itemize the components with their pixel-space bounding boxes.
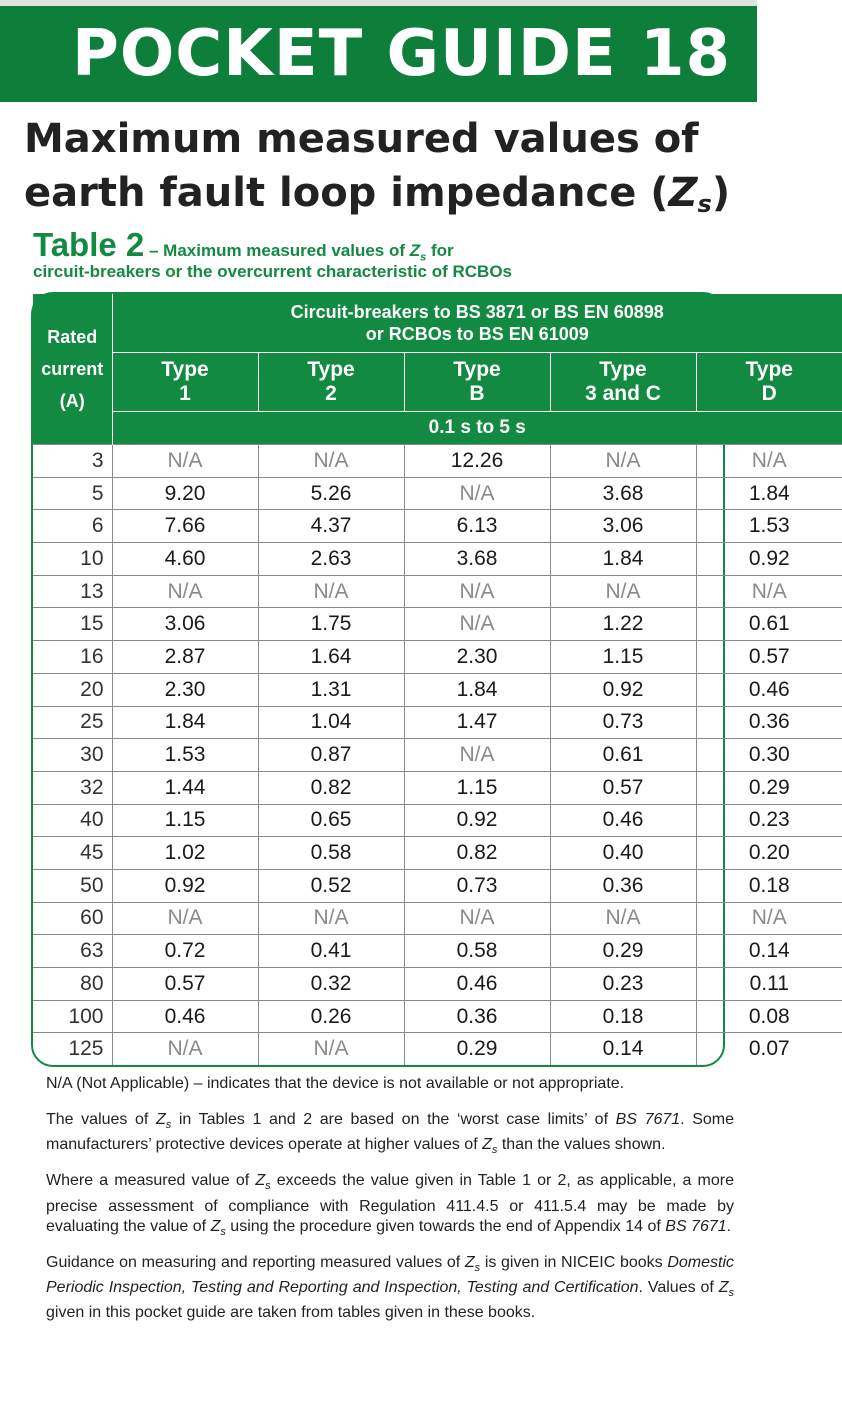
zs-value-cell: 2.87 bbox=[112, 641, 258, 674]
zs-value-cell: 0.61 bbox=[550, 739, 696, 772]
na-note: N/A (Not Applicable) – indicates that the device is not available or not appropriate. bbox=[46, 1075, 625, 1092]
zs-value-cell: 12.26 bbox=[404, 445, 550, 478]
rated-current-header: Rated current (A) bbox=[33, 294, 112, 445]
zs-value-cell: 1.02 bbox=[112, 837, 258, 870]
zs-table bbox=[31, 292, 793, 1067]
table-row bbox=[33, 837, 842, 870]
zs-value-cell: 0.46 bbox=[404, 968, 550, 1001]
notes bbox=[46, 1074, 734, 1334]
zs-value-cell: 0.57 bbox=[550, 771, 696, 804]
zs-value-cell: 1.31 bbox=[258, 673, 404, 706]
rated-current-cell: 125 bbox=[33, 1033, 112, 1065]
zs-value-cell: 1.47 bbox=[404, 706, 550, 739]
zs-value-cell: 0.92 bbox=[696, 543, 842, 576]
zs-value-cell: 3.06 bbox=[112, 608, 258, 641]
zs-value-cell: 1.53 bbox=[112, 739, 258, 772]
rated-current-cell: 60 bbox=[33, 902, 112, 935]
zs-value-cell: 1.53 bbox=[696, 510, 842, 543]
zs-value-cell: 0.29 bbox=[404, 1033, 550, 1065]
zs-value-cell: 0.23 bbox=[696, 804, 842, 837]
zs-value-cell: 0.92 bbox=[112, 869, 258, 902]
type-header: Type 3 and C bbox=[550, 353, 696, 412]
rated-current-cell: 40 bbox=[33, 804, 112, 837]
zs-value-cell: N/A bbox=[258, 1033, 404, 1065]
zs-value-cell: 0.14 bbox=[550, 1033, 696, 1065]
zs-value-cell: 1.15 bbox=[112, 804, 258, 837]
table-row bbox=[33, 575, 842, 608]
zs-value-cell: 1.84 bbox=[550, 543, 696, 576]
zs-value-cell: N/A bbox=[696, 445, 842, 478]
table-row bbox=[33, 608, 842, 641]
rated-current-cell: 80 bbox=[33, 968, 112, 1001]
zs-value-cell: 0.92 bbox=[550, 673, 696, 706]
zs-value-cell: 4.60 bbox=[112, 543, 258, 576]
page-title-line1: Maximum measured values of bbox=[24, 116, 699, 162]
zs-value-cell: 2.63 bbox=[258, 543, 404, 576]
table-caption-line2: circuit-breakers or the overcurrent characteristic of RCBOs bbox=[33, 262, 513, 281]
zs-value-cell: N/A bbox=[112, 575, 258, 608]
zs-value-cell: 0.87 bbox=[258, 739, 404, 772]
table-row bbox=[33, 445, 842, 478]
rated-current-cell: 13 bbox=[33, 575, 112, 608]
zs-value-cell: 3.06 bbox=[550, 510, 696, 543]
zs-value-cell: 0.57 bbox=[696, 641, 842, 674]
zs-value-cell: N/A bbox=[112, 1033, 258, 1065]
note-paragraph-1: The values of $Z_s$ in Tables 1 and 2 are based on the ‘worst case limits’ of BS 7671. Some manufacturers’ protective devices operate at higher values of $Z_s$ than the values shown. bbox=[46, 1111, 735, 1157]
banner bbox=[0, 6, 757, 102]
table-row bbox=[33, 935, 842, 968]
zs-value-cell: N/A bbox=[258, 575, 404, 608]
zs-value-cell: 0.46 bbox=[696, 673, 842, 706]
table-row bbox=[33, 510, 842, 543]
zs-value-cell: N/A bbox=[112, 902, 258, 935]
rated-current-cell: 45 bbox=[33, 837, 112, 870]
rated-current-cell: 6 bbox=[33, 510, 112, 543]
zs-value-cell: 7.66 bbox=[112, 510, 258, 543]
type-header: Type D bbox=[696, 353, 842, 412]
zs-value-cell: N/A bbox=[404, 739, 550, 772]
table-row bbox=[33, 706, 842, 739]
table-row bbox=[33, 673, 842, 706]
zs-value-cell: 0.57 bbox=[112, 968, 258, 1001]
table-caption-text: – Maximum measured values of $Z_s$ for bbox=[144, 241, 454, 264]
rated-current-cell: 50 bbox=[33, 869, 112, 902]
table-row bbox=[33, 869, 842, 902]
table-row bbox=[33, 968, 842, 1001]
zs-value-cell: 0.41 bbox=[258, 935, 404, 968]
breaker-group-header: Circuit-breakers to BS 3871 or BS EN 60898 or RCBOs to BS EN 61009 bbox=[112, 294, 842, 353]
type-header: Type 2 bbox=[258, 353, 404, 412]
zs-value-cell: 0.32 bbox=[258, 968, 404, 1001]
zs-value-cell: 2.30 bbox=[404, 641, 550, 674]
rated-current-cell: 10 bbox=[33, 543, 112, 576]
zs-value-cell: 0.46 bbox=[550, 804, 696, 837]
zs-value-cell: N/A bbox=[550, 902, 696, 935]
zs-value-cell: 0.73 bbox=[550, 706, 696, 739]
zs-value-cell: 1.84 bbox=[112, 706, 258, 739]
zs-value-cell: 0.30 bbox=[696, 739, 842, 772]
zs-value-cell: 0.29 bbox=[550, 935, 696, 968]
zs-value-cell: 0.82 bbox=[404, 837, 550, 870]
rated-current-cell: 5 bbox=[33, 477, 112, 510]
zs-value-cell: N/A bbox=[258, 902, 404, 935]
zs-value-cell: 1.04 bbox=[258, 706, 404, 739]
zs-value-cell: 0.26 bbox=[258, 1000, 404, 1033]
note-paragraph-3: Guidance on measuring and reporting measured values of $Z_s$ is given in NICEIC books Domestic Periodic Inspection, Testing and Reporting and Inspection, Testing and Certification. Values of $Z_s$ given in this pocket guide are taken from tables given in these books. bbox=[46, 1253, 735, 1322]
zs-value-cell: 0.07 bbox=[696, 1033, 842, 1065]
zs-value-cell: 0.72 bbox=[112, 935, 258, 968]
zs-value-cell: 0.36 bbox=[696, 706, 842, 739]
zs-value-cell: 1.84 bbox=[696, 477, 842, 510]
zs-value-cell: N/A bbox=[112, 445, 258, 478]
zs-value-cell: N/A bbox=[404, 575, 550, 608]
zs-value-cell: 0.65 bbox=[258, 804, 404, 837]
zs-value-cell: N/A bbox=[696, 902, 842, 935]
zs-value-cell: 0.73 bbox=[404, 869, 550, 902]
table-caption bbox=[33, 226, 733, 282]
zs-value-cell: N/A bbox=[404, 477, 550, 510]
page-title-line2: earth fault loop impedance $(Z_s)$ bbox=[24, 170, 731, 218]
zs-value-cell: 5.26 bbox=[258, 477, 404, 510]
rated-current-cell: 15 bbox=[33, 608, 112, 641]
zs-value-cell: 2.30 bbox=[112, 673, 258, 706]
zs-value-cell: 1.15 bbox=[550, 641, 696, 674]
rated-current-cell: 32 bbox=[33, 771, 112, 804]
rated-current-cell: 3 bbox=[33, 445, 112, 478]
rated-current-cell: 20 bbox=[33, 673, 112, 706]
table-row bbox=[33, 739, 842, 772]
rated-current-cell: 30 bbox=[33, 739, 112, 772]
zs-value-cell: 0.40 bbox=[550, 837, 696, 870]
zs-value-cell: 4.37 bbox=[258, 510, 404, 543]
zs-value-cell: 0.14 bbox=[696, 935, 842, 968]
zs-value-cell: 0.61 bbox=[696, 608, 842, 641]
zs-value-cell: 0.92 bbox=[404, 804, 550, 837]
rated-current-cell: 25 bbox=[33, 706, 112, 739]
zs-value-cell: 9.20 bbox=[112, 477, 258, 510]
table-row bbox=[33, 771, 842, 804]
time-header: 0.1 s to 5 s bbox=[112, 412, 842, 445]
zs-value-cell: 0.29 bbox=[696, 771, 842, 804]
zs-value-cell: N/A bbox=[696, 575, 842, 608]
table-row bbox=[33, 804, 842, 837]
zs-value-cell: N/A bbox=[404, 608, 550, 641]
zs-value-cell: 0.46 bbox=[112, 1000, 258, 1033]
zs-value-cell: 0.36 bbox=[550, 869, 696, 902]
zs-value-cell: 3.68 bbox=[404, 543, 550, 576]
zs-value-cell: 0.52 bbox=[258, 869, 404, 902]
page-title bbox=[24, 112, 744, 231]
table-row bbox=[33, 543, 842, 576]
zs-value-cell: 0.82 bbox=[258, 771, 404, 804]
zs-value-cell: N/A bbox=[550, 445, 696, 478]
zs-value-cell: 1.84 bbox=[404, 673, 550, 706]
rated-current-cell: 63 bbox=[33, 935, 112, 968]
zs-value-cell: N/A bbox=[258, 445, 404, 478]
banner-title: POCKET GUIDE 18 bbox=[71, 17, 731, 91]
zs-value-cell: 1.75 bbox=[258, 608, 404, 641]
rated-current-cell: 16 bbox=[33, 641, 112, 674]
zs-value-cell: N/A bbox=[550, 575, 696, 608]
zs-value-cell: 0.23 bbox=[550, 968, 696, 1001]
zs-value-cell: 1.15 bbox=[404, 771, 550, 804]
type-header: Type 1 bbox=[112, 353, 258, 412]
rated-current-cell: 100 bbox=[33, 1000, 112, 1033]
table-row bbox=[33, 477, 842, 510]
zs-value-cell: 0.18 bbox=[550, 1000, 696, 1033]
zs-value-cell: 6.13 bbox=[404, 510, 550, 543]
zs-value-cell: 3.68 bbox=[550, 477, 696, 510]
table-row bbox=[33, 1033, 842, 1065]
zs-value-cell: 0.18 bbox=[696, 869, 842, 902]
type-header: Type B bbox=[404, 353, 550, 412]
zs-value-cell: 0.11 bbox=[696, 968, 842, 1001]
zs-value-cell: 1.44 bbox=[112, 771, 258, 804]
zs-value-cell: 1.22 bbox=[550, 608, 696, 641]
zs-value-cell: 1.64 bbox=[258, 641, 404, 674]
table-label: Table 2 bbox=[33, 226, 145, 263]
zs-value-cell: 0.36 bbox=[404, 1000, 550, 1033]
table-row bbox=[33, 641, 842, 674]
zs-value-cell: 0.58 bbox=[258, 837, 404, 870]
zs-value-cell: 0.20 bbox=[696, 837, 842, 870]
table-row bbox=[33, 1000, 842, 1033]
note-paragraph-2: Where a measured value of $Z_s$ exceeds the value given in Table 1 or 2, as applicable, a more precise assessment of compliance with Regulation 411.4.5 or 411.5.4 may be made by evaluating the value of $Z_s$ using the procedure given towards the end of Appendix 14 of BS 7671. bbox=[46, 1172, 734, 1238]
zs-value-cell: 0.58 bbox=[404, 935, 550, 968]
zs-value-cell: 0.08 bbox=[696, 1000, 842, 1033]
table-row bbox=[33, 902, 842, 935]
zs-value-cell: N/A bbox=[404, 902, 550, 935]
